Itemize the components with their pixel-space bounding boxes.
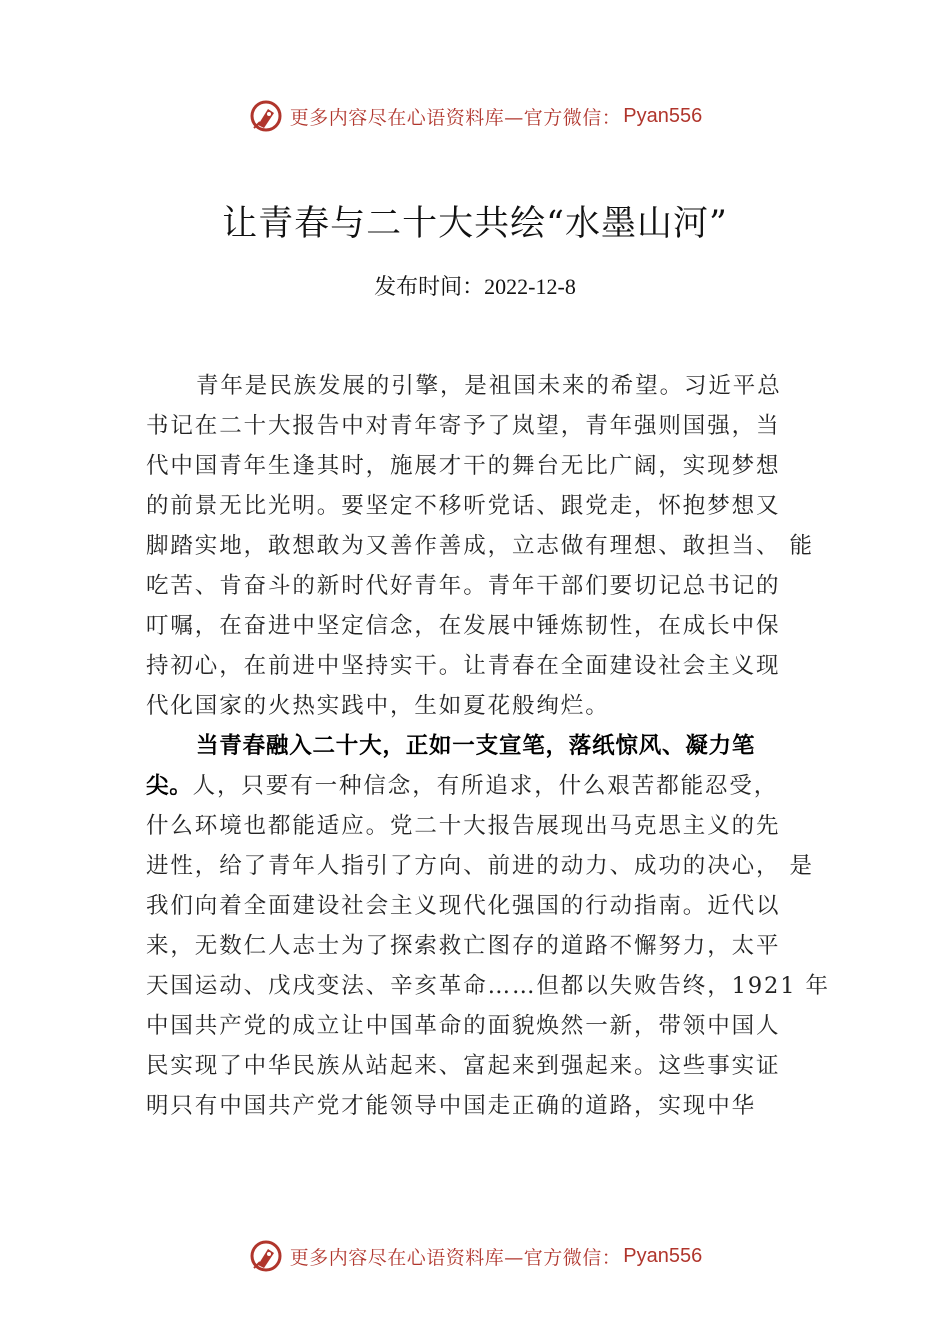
paragraph-2	[146, 726, 830, 1126]
pen-nib-logo-icon	[248, 98, 284, 134]
text-line: 代中国青年生逢其时，施展才干的舞台无比广阔，实现梦想	[146, 453, 781, 479]
text-line-rest: 人，只要有一种信念，有所追求，什么艰苦都能忍受，	[192, 773, 779, 799]
date-value: 2022-12-8	[484, 274, 576, 299]
wechat-id: Pyan556	[623, 1244, 703, 1267]
text-line: 代化国家的火热实践中，生如夏花般绚烂。	[146, 693, 610, 719]
text-line: 持初心，在前进中坚持实干。让青春在全面建设社会主义现	[146, 653, 781, 679]
text-line: 书记在二十大报告中对青年寄予了岚望，青年强则国强，当	[146, 413, 781, 439]
text-line: 的前景无比光明。要坚定不移听党话、跟党走，怀抱梦想又	[146, 493, 781, 519]
bold-lead-end: 尖。	[146, 773, 193, 798]
wechat-id: Pyan556	[623, 104, 703, 127]
article-title: 让青春与二十大共绘“水墨山河”	[222, 204, 728, 244]
date-label: 发布时间：	[374, 275, 485, 300]
text-line	[146, 766, 826, 806]
header-banner	[0, 96, 950, 136]
text-line: 脚踏实地，敢想敢为又善作善成，立志做有理想、敢担当、 能	[146, 533, 814, 559]
text-line: 中国共产党的成立让中国革命的面貌焕然一新，带领中国人	[146, 1013, 781, 1039]
text-line: 来，无数仁人志士为了探索救亡图存的道路不懈努力，太平	[146, 933, 781, 959]
banner-text: 更多内容尽在心语资料库—官方微信：	[289, 1246, 622, 1269]
text-line: 我们向着全面建设社会主义现代化强国的行动指南。近代以	[146, 893, 781, 919]
footer-banner	[0, 1236, 950, 1276]
pen-nib-logo-icon	[248, 1238, 284, 1274]
article-body	[146, 366, 830, 1126]
bold-lead-line: 当青春融入二十大，正如一支宣笔，落纸惊风、凝力笔	[196, 733, 756, 758]
text-line: 青年是民族发展的引擎，是祖国未来的希望。习近平总	[196, 373, 782, 399]
text-line: 天国运动、戊戌变法、辛亥革命……但都以失败告终，1921 年	[146, 973, 830, 999]
text-line: 明只有中国共产党才能领导中国走正确的道路，实现中华	[146, 1093, 757, 1119]
text-line: 叮嘱，在奋进中坚定信念，在发展中锤炼韧性，在成长中保	[146, 613, 781, 639]
text-line: 什么环境也都能适应。党二十大报告展现出马克思主义的先	[146, 813, 781, 839]
paragraph-1	[146, 366, 826, 726]
banner-text: 更多内容尽在心语资料库—官方微信：	[289, 106, 622, 129]
text-line: 吃苦、肯奋斗的新时代好青年。青年干部们要切记总书记的	[146, 573, 781, 599]
text-line: 民实现了中华民族从站起来、富起来到强起来。这些事实证	[146, 1053, 781, 1079]
publish-date	[0, 270, 950, 301]
text-line: 进性，给了青年人指引了方向、前进的动力、成功的决心， 是	[146, 853, 814, 879]
